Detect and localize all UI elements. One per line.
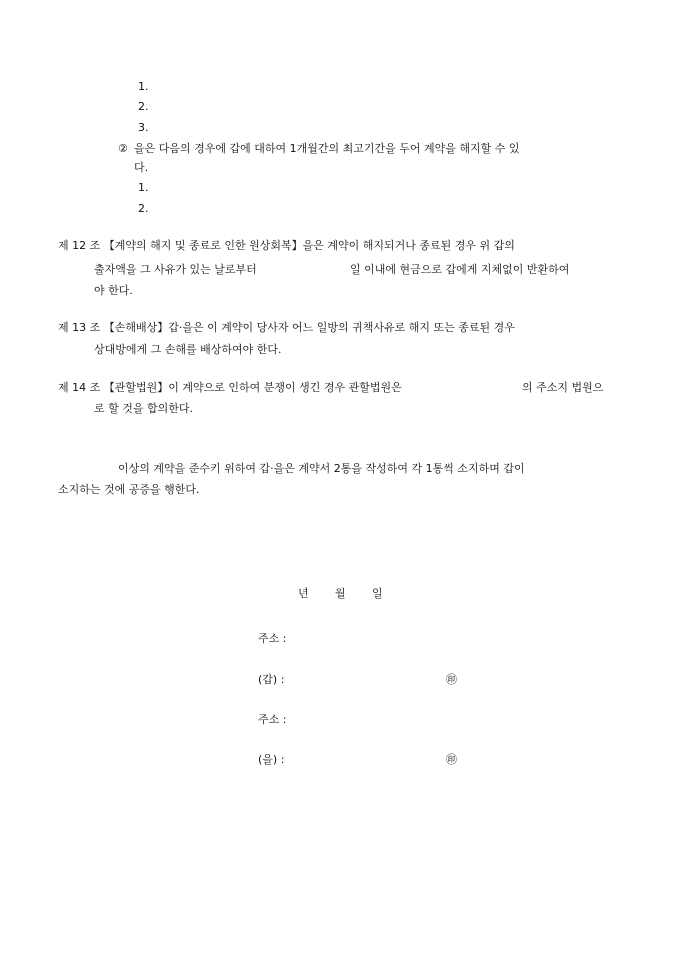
- seal-b-icon: ㊞: [446, 753, 457, 766]
- address-label-1: 주소 :: [258, 632, 287, 645]
- clause2-line1: 을은 다음의 경우에 갑에 대하여 1개월간의 최고기간을 두어 계약을 해지할 수 있: [134, 142, 520, 155]
- party-a-label: (갑) :: [258, 673, 285, 686]
- date-day: 일: [372, 587, 383, 600]
- address-label-2: 주소 :: [258, 713, 287, 726]
- list1-item-1: 1.: [138, 80, 149, 93]
- article13-heading: 제 13 조 【손해배상】갑·을은 이 계약이 당사자 어느 일방의 귀책사유로 해지 또는 종료된 경우: [58, 321, 515, 334]
- closing-line1: 이상의 계약을 준수키 위하여 갑·을은 계약서 2통을 작성하여 각 1통씩 소지하며 갑이: [118, 462, 525, 475]
- date-month: 월: [335, 587, 346, 600]
- closing-line2: 소지하는 것에 공증을 행한다.: [58, 483, 200, 496]
- date-year: 년: [298, 587, 309, 600]
- list2-item-1: 1.: [138, 181, 149, 194]
- list1-item-3: 3.: [138, 121, 149, 134]
- party-b-label: (을) :: [258, 753, 285, 766]
- list2-item-2: 2.: [138, 202, 149, 215]
- clause2-marker: ②: [118, 142, 128, 155]
- article14-heading-b: 의 주소지 법원으: [522, 381, 604, 394]
- seal-a-icon: ㊞: [446, 673, 457, 686]
- article14-heading-a: 제 14 조 【관할법원】이 계약으로 인하여 분쟁이 생긴 경우 관할법원은: [58, 381, 402, 394]
- article12-line3: 야 한다.: [94, 284, 133, 297]
- clause2-line2: 다.: [134, 161, 149, 174]
- article12-line2-a: 출자액을 그 사유가 있는 날로부터: [94, 263, 257, 276]
- article12-line2-b: 일 이내에 현금으로 갑에게 지체없이 반환하여: [350, 263, 570, 276]
- article14-line2: 로 할 것을 합의한다.: [94, 402, 193, 415]
- article12-heading: 제 12 조 【계약의 해지 및 종료로 인한 원상회복】을은 계약이 해지되거나 종료된 경우 위 갑의: [58, 239, 515, 252]
- article13-line2: 상대방에게 그 손해를 배상하여야 한다.: [94, 343, 282, 356]
- list1-item-2: 2.: [138, 100, 149, 113]
